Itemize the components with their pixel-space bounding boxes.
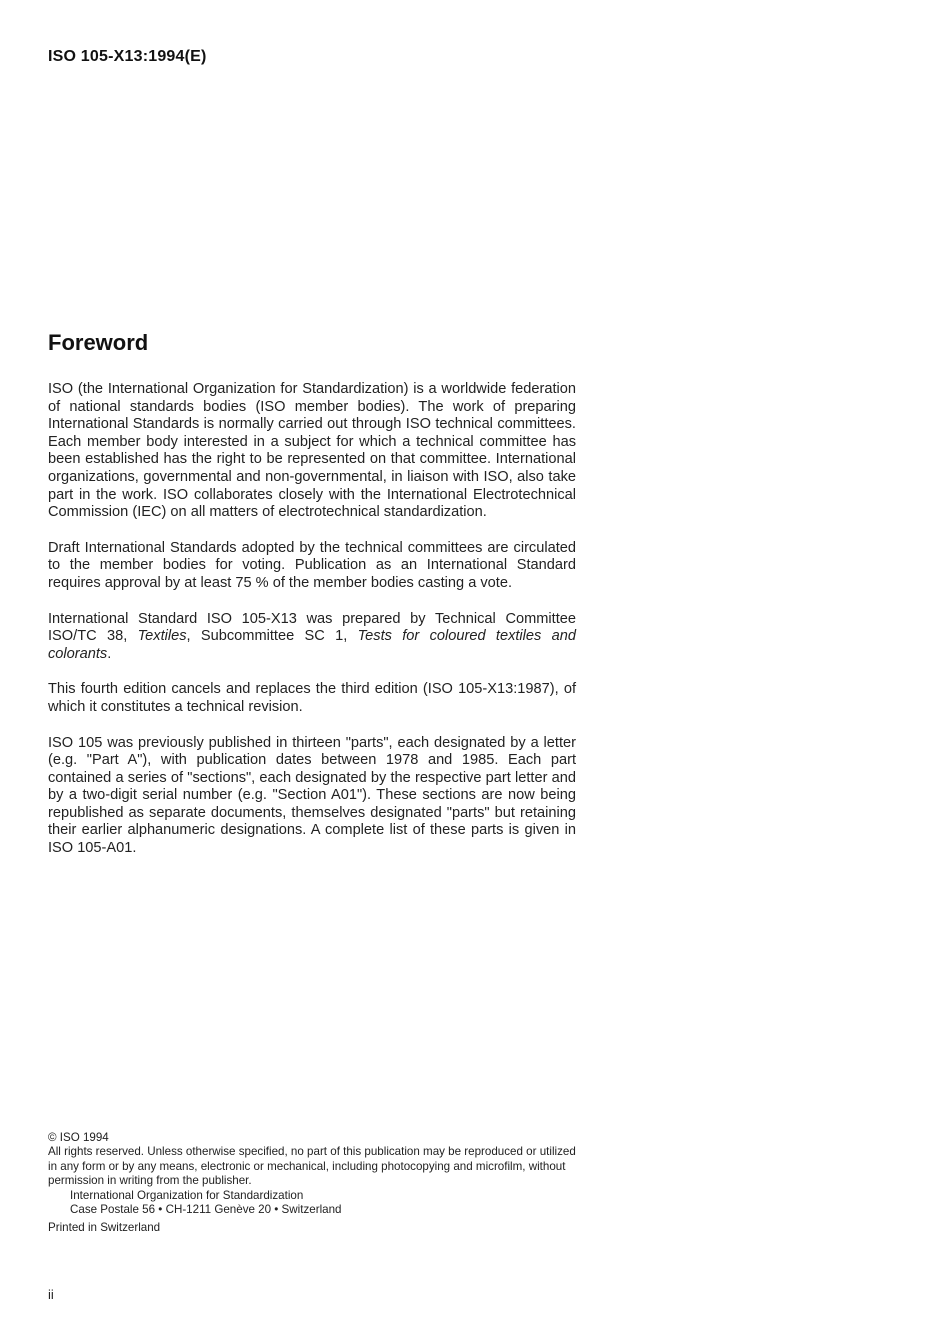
- committee-name: Textiles: [137, 628, 187, 645]
- paragraph-edition-note: This fourth edition cancels and replaces the third edition (ISO 105-X13:1987), of which it constitutes a technical revision.: [48, 681, 576, 715]
- paragraph-prepared-by: [48, 611, 576, 664]
- organization-name: International Organization for Standardization: [70, 1188, 304, 1202]
- paragraph-prepared-by-text-1: International Standard ISO 105-X13 was prepared by Technical Committee ISO/TC 38,: [48, 610, 576, 645]
- section-title: Foreword: [48, 330, 149, 355]
- paragraph-prepared-by-text-2: , Subcommittee SC 1,: [186, 628, 358, 645]
- paragraph-draft-standards: Draft International Standards adopted by the technical committees are circulated to the member bodies for voting. Publication as an International Standard requires approval by at least 75 % of the member bodies casting a vote.: [48, 539, 576, 591]
- rights-statement: All rights reserved. Unless otherwise specified, no part of this publication may be reproduced or utilized in any form or by any means, electronic or mechanical, including photocopying and microfilm, without permission in writing from the publisher.: [48, 1145, 576, 1188]
- paragraph-prepared-by-text-3: .: [107, 645, 112, 662]
- foreword-body: [48, 381, 576, 876]
- document-id-header: ISO 105-X13:1994(E): [48, 48, 207, 65]
- paragraph-iso-description: ISO (the International Organization for Standardization) is a worldwide federation of national standards bodies (ISO member bodies). The work of preparing International Standards is normally carried out through ISO technical committees. Each member body interested in a subject for which a technical committee has been established has the right to be represented on that committee. International organizations, governmental and non-governmental, in liaison with ISO, also take part in the work. ISO collaborates closely with the International Electrotechnical Commission (IEC) on all matters of electrotechnical standardization.: [48, 381, 576, 521]
- printed-location: Printed in Switzerland: [48, 1221, 161, 1235]
- paragraph-history: ISO 105 was previously published in thirteen "parts", each designated by a letter (e.g. "Part A"), with publication dates between 1978 and 1985. Each part contained a series of "sections", each designated by the respective part letter and by a two-digit serial number (e.g. "Section A01"). These sections are now being republished as separate documents, themselves designated "parts" but retaining their earlier alphanumeric designations. A complete list of these parts is given in ISO 105-A01.: [48, 734, 576, 857]
- organization-address: Case Postale 56 • CH-1211 Genève 20 • Switzerland: [70, 1203, 342, 1217]
- page-number: ii: [48, 1287, 54, 1302]
- copyright-block: [48, 1131, 578, 1236]
- copyright-notice: © ISO 1994: [48, 1131, 109, 1144]
- subcommittee-name: Tests for coloured textiles and colorants: [48, 628, 576, 662]
